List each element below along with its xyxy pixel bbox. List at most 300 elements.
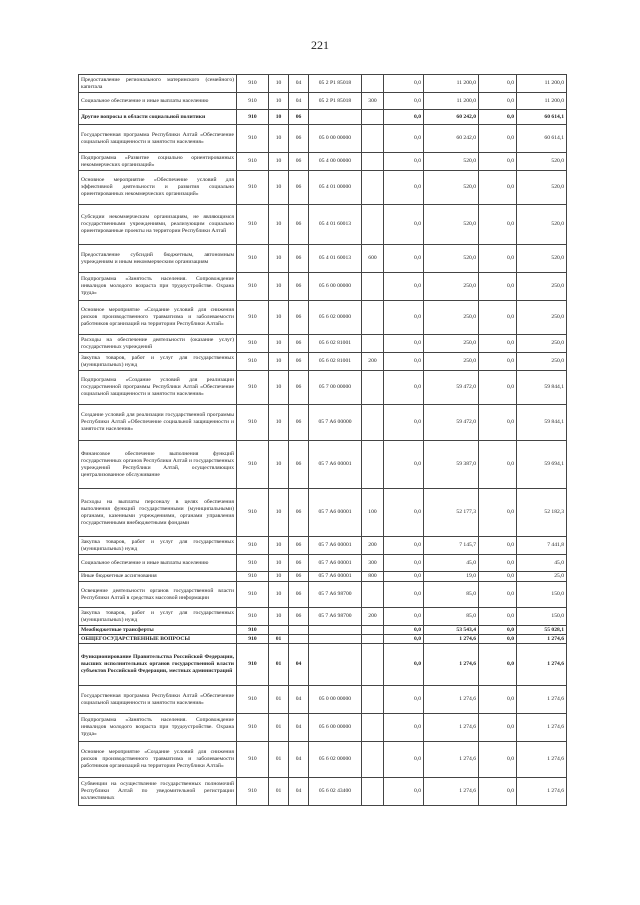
cell-section: 10 xyxy=(269,441,289,489)
cell-amount-2: 250,0 xyxy=(424,273,479,301)
cell-amount-4: 250,0 xyxy=(517,353,567,371)
cell-amount-4: 45,0 xyxy=(517,555,567,572)
cell-amount-3: 0,0 xyxy=(479,205,517,245)
cell-expense-type xyxy=(362,686,384,714)
cell-section: 01 xyxy=(269,635,289,644)
cell-amount-1: 0,0 xyxy=(384,353,424,371)
cell-target-article: 05 0 00 00000 xyxy=(309,686,362,714)
cell-subsection: 04 xyxy=(289,93,309,110)
cell-amount-3: 0,0 xyxy=(479,75,517,93)
cell-amount-1: 0,0 xyxy=(384,608,424,626)
cell-amount-4: 1 274,6 xyxy=(517,686,567,714)
cell-amount-4: 250,0 xyxy=(517,335,567,353)
cell-expense-type: 300 xyxy=(362,555,384,572)
cell-grbs: 910 xyxy=(237,405,269,441)
cell-amount-3: 0,0 xyxy=(479,371,517,405)
cell-amount-2: 520,0 xyxy=(424,245,479,273)
table-row xyxy=(79,626,567,635)
cell-amount-2: 250,0 xyxy=(424,353,479,371)
cell-subsection: 06 xyxy=(289,371,309,405)
cell-target-article: 05 4 01 60013 xyxy=(309,205,362,245)
cell-amount-3: 0,0 xyxy=(479,626,517,635)
cell-name: ОБЩЕГОСУДАРСТВЕННЫЕ ВОПРОСЫ xyxy=(79,635,237,644)
table-row xyxy=(79,537,567,555)
cell-amount-3: 0,0 xyxy=(479,110,517,125)
cell-grbs: 910 xyxy=(237,582,269,608)
cell-amount-4: 11 200,0 xyxy=(517,93,567,110)
cell-subsection: 06 xyxy=(289,582,309,608)
cell-amount-1: 0,0 xyxy=(384,93,424,110)
cell-amount-3: 0,0 xyxy=(479,778,517,806)
cell-grbs: 910 xyxy=(237,608,269,626)
cell-subsection: 06 xyxy=(289,353,309,371)
cell-amount-3: 0,0 xyxy=(479,686,517,714)
cell-amount-2: 520,0 xyxy=(424,171,479,205)
cell-amount-3: 0,0 xyxy=(479,572,517,582)
cell-amount-4: 52 182,3 xyxy=(517,489,567,537)
cell-expense-type xyxy=(362,153,384,171)
cell-expense-type xyxy=(362,301,384,335)
cell-subsection: 06 xyxy=(289,572,309,582)
cell-expense-type: 200 xyxy=(362,353,384,371)
cell-amount-4: 250,0 xyxy=(517,301,567,335)
cell-amount-2: 520,0 xyxy=(424,205,479,245)
table-row xyxy=(79,555,567,572)
cell-amount-1: 0,0 xyxy=(384,572,424,582)
cell-amount-2: 59 472,0 xyxy=(424,371,479,405)
cell-amount-4: 1 274,6 xyxy=(517,644,567,686)
cell-target-article: 05 4 01 60013 xyxy=(309,245,362,273)
cell-grbs: 910 xyxy=(237,635,269,644)
cell-grbs: 910 xyxy=(237,125,269,153)
cell-grbs: 910 xyxy=(237,110,269,125)
cell-target-article: 05 6 02 00000 xyxy=(309,301,362,335)
cell-grbs: 910 xyxy=(237,714,269,742)
cell-amount-2: 59 387,0 xyxy=(424,441,479,489)
cell-target-article: 05 7 A6 00001 xyxy=(309,555,362,572)
cell-target-article: 05 2 P1 85018 xyxy=(309,93,362,110)
cell-section: 10 xyxy=(269,110,289,125)
cell-subsection xyxy=(289,626,309,635)
cell-amount-4: 520,0 xyxy=(517,205,567,245)
table-row xyxy=(79,644,567,686)
cell-amount-2: 1 274,6 xyxy=(424,686,479,714)
cell-amount-4: 59 844,1 xyxy=(517,405,567,441)
cell-amount-3: 0,0 xyxy=(479,353,517,371)
cell-grbs: 910 xyxy=(237,75,269,93)
page-number: 221 xyxy=(311,38,329,52)
table-row xyxy=(79,686,567,714)
cell-amount-2: 52 177,3 xyxy=(424,489,479,537)
cell-amount-1: 0,0 xyxy=(384,582,424,608)
cell-target-article: 05 7 A6 00001 xyxy=(309,489,362,537)
cell-amount-3: 0,0 xyxy=(479,245,517,273)
cell-expense-type: 800 xyxy=(362,572,384,582)
cell-target-article: 05 7 A6 98700 xyxy=(309,582,362,608)
cell-grbs: 910 xyxy=(237,171,269,205)
cell-target-article: 05 6 00 00000 xyxy=(309,714,362,742)
cell-expense-type xyxy=(362,405,384,441)
cell-target-article: 05 7 A6 98700 xyxy=(309,608,362,626)
cell-expense-type xyxy=(362,125,384,153)
cell-subsection: 06 xyxy=(289,537,309,555)
cell-amount-2: 60 242,0 xyxy=(424,125,479,153)
cell-grbs: 910 xyxy=(237,301,269,335)
cell-amount-1: 0,0 xyxy=(384,644,424,686)
table-row xyxy=(79,405,567,441)
cell-grbs: 910 xyxy=(237,686,269,714)
cell-amount-3: 0,0 xyxy=(479,93,517,110)
cell-section: 01 xyxy=(269,644,289,686)
cell-subsection: 04 xyxy=(289,714,309,742)
cell-grbs: 910 xyxy=(237,742,269,778)
cell-amount-2: 11 200,0 xyxy=(424,93,479,110)
cell-section: 10 xyxy=(269,353,289,371)
cell-name: Расходы на обеспечение деятельности (оказание услуг) государственных учреждений xyxy=(79,335,237,353)
cell-amount-1: 0,0 xyxy=(384,171,424,205)
cell-expense-type xyxy=(362,110,384,125)
cell-grbs: 910 xyxy=(237,537,269,555)
budget-table-body xyxy=(79,75,567,806)
table-row xyxy=(79,335,567,353)
cell-amount-2: 19,0 xyxy=(424,572,479,582)
cell-expense-type xyxy=(362,742,384,778)
cell-target-article: 05 7 A6 00001 xyxy=(309,441,362,489)
table-row xyxy=(79,714,567,742)
cell-section: 10 xyxy=(269,537,289,555)
cell-grbs: 910 xyxy=(237,153,269,171)
cell-name: Закупка товаров, работ и услуг для государственных (муниципальных) нужд xyxy=(79,608,237,626)
cell-amount-4: 11 200,0 xyxy=(517,75,567,93)
table-row xyxy=(79,441,567,489)
cell-amount-2: 85,0 xyxy=(424,582,479,608)
cell-name: Субвенции на осуществление государственных полномочий Республики Алтай по уведомительной регистрации коллективных xyxy=(79,778,237,806)
cell-target-article: 05 7 A6 00001 xyxy=(309,537,362,555)
cell-name: Социальное обеспечение и иные выплаты населению xyxy=(79,93,237,110)
cell-expense-type xyxy=(362,335,384,353)
table-row xyxy=(79,371,567,405)
cell-amount-3: 0,0 xyxy=(479,335,517,353)
cell-section: 10 xyxy=(269,153,289,171)
cell-amount-4: 520,0 xyxy=(517,153,567,171)
cell-expense-type xyxy=(362,626,384,635)
cell-grbs: 910 xyxy=(237,572,269,582)
cell-section: 01 xyxy=(269,742,289,778)
cell-name: Предоставление регионального материнского (семейного) капитала xyxy=(79,75,237,93)
cell-amount-1: 0,0 xyxy=(384,537,424,555)
cell-target-article: 05 6 00 00000 xyxy=(309,273,362,301)
cell-expense-type: 600 xyxy=(362,245,384,273)
cell-amount-3: 0,0 xyxy=(479,714,517,742)
budget-table xyxy=(78,74,567,806)
cell-section: 10 xyxy=(269,171,289,205)
cell-name: Другие вопросы в области социальной политики xyxy=(79,110,237,125)
cell-amount-1: 0,0 xyxy=(384,714,424,742)
cell-amount-4: 60 614,1 xyxy=(517,110,567,125)
table-row xyxy=(79,635,567,644)
table-row xyxy=(79,110,567,125)
cell-expense-type xyxy=(362,75,384,93)
cell-amount-1: 0,0 xyxy=(384,555,424,572)
cell-amount-2: 7 145,7 xyxy=(424,537,479,555)
table-row xyxy=(79,489,567,537)
cell-target-article: 05 4 01 00000 xyxy=(309,171,362,205)
cell-amount-2: 11 200,0 xyxy=(424,75,479,93)
cell-grbs: 910 xyxy=(237,555,269,572)
cell-subsection: 06 xyxy=(289,171,309,205)
cell-amount-4: 150,0 xyxy=(517,582,567,608)
cell-grbs: 910 xyxy=(237,205,269,245)
cell-subsection: 04 xyxy=(289,778,309,806)
cell-amount-1: 0,0 xyxy=(384,441,424,489)
cell-name: Социальное обеспечение и иные выплаты населению xyxy=(79,555,237,572)
cell-expense-type: 100 xyxy=(362,489,384,537)
cell-section: 10 xyxy=(269,572,289,582)
cell-amount-3: 0,0 xyxy=(479,171,517,205)
cell-amount-2: 250,0 xyxy=(424,335,479,353)
cell-subsection: 06 xyxy=(289,273,309,301)
cell-subsection: 04 xyxy=(289,686,309,714)
table-row xyxy=(79,153,567,171)
cell-expense-type xyxy=(362,273,384,301)
cell-amount-4: 250,0 xyxy=(517,273,567,301)
cell-expense-type xyxy=(362,171,384,205)
cell-expense-type xyxy=(362,371,384,405)
cell-name: Предоставление субсидий бюджетным, автономным учреждениям и иным некоммерческим организациям xyxy=(79,245,237,273)
cell-amount-2: 1 274,6 xyxy=(424,635,479,644)
cell-target-article xyxy=(309,644,362,686)
cell-amount-3: 0,0 xyxy=(479,301,517,335)
cell-section: 10 xyxy=(269,555,289,572)
cell-amount-2: 53 543,4 xyxy=(424,626,479,635)
cell-amount-4: 1 274,6 xyxy=(517,635,567,644)
cell-amount-4: 520,0 xyxy=(517,245,567,273)
cell-amount-4: 150,0 xyxy=(517,608,567,626)
cell-grbs: 910 xyxy=(237,489,269,537)
cell-name: Межбюджетные трансферты xyxy=(79,626,237,635)
cell-expense-type xyxy=(362,644,384,686)
table-row xyxy=(79,245,567,273)
cell-amount-3: 0,0 xyxy=(479,608,517,626)
cell-name: Закупка товаров, работ и услуг для государственных (муниципальных) нужд xyxy=(79,537,237,555)
cell-grbs: 910 xyxy=(237,371,269,405)
cell-grbs: 910 xyxy=(237,441,269,489)
cell-section: 10 xyxy=(269,582,289,608)
table-row xyxy=(79,353,567,371)
cell-subsection: 06 xyxy=(289,555,309,572)
table-row xyxy=(79,93,567,110)
cell-target-article xyxy=(309,626,362,635)
cell-section: 10 xyxy=(269,301,289,335)
cell-amount-3: 0,0 xyxy=(479,742,517,778)
cell-expense-type xyxy=(362,441,384,489)
cell-amount-2: 520,0 xyxy=(424,153,479,171)
cell-section: 01 xyxy=(269,686,289,714)
cell-amount-1: 0,0 xyxy=(384,205,424,245)
cell-section: 01 xyxy=(269,714,289,742)
cell-amount-1: 0,0 xyxy=(384,125,424,153)
cell-expense-type xyxy=(362,582,384,608)
cell-name: Государственная программа Республики Алтай «Обеспечение социальной защищенности и занятости населения» xyxy=(79,686,237,714)
cell-amount-1: 0,0 xyxy=(384,245,424,273)
cell-section: 10 xyxy=(269,205,289,245)
cell-target-article: 05 6 02 81001 xyxy=(309,353,362,371)
table-row xyxy=(79,572,567,582)
cell-grbs: 910 xyxy=(237,245,269,273)
cell-name: Расходы на выплаты персоналу в целях обеспечения выполнения функций государственными (муниципальными) органами, казенными учреждениями, органами управления государственными внебюджетными фондами xyxy=(79,489,237,537)
cell-amount-3: 0,0 xyxy=(479,441,517,489)
cell-name: Подпрограмма «Занятость населения. Сопровождение инвалидов молодого возраста при трудоустройстве. Охрана труда» xyxy=(79,273,237,301)
table-row xyxy=(79,171,567,205)
table-row xyxy=(79,301,567,335)
cell-amount-4: 59 844,1 xyxy=(517,371,567,405)
cell-section: 10 xyxy=(269,489,289,537)
cell-amount-3: 0,0 xyxy=(479,273,517,301)
cell-name: Иные бюджетные ассигнования xyxy=(79,572,237,582)
cell-subsection: 06 xyxy=(289,110,309,125)
cell-amount-4: 25,0 xyxy=(517,572,567,582)
cell-subsection: 06 xyxy=(289,205,309,245)
cell-subsection: 06 xyxy=(289,405,309,441)
cell-target-article: 05 4 00 00000 xyxy=(309,153,362,171)
cell-expense-type xyxy=(362,714,384,742)
cell-subsection: 04 xyxy=(289,644,309,686)
cell-expense-type: 200 xyxy=(362,537,384,555)
cell-grbs: 910 xyxy=(237,778,269,806)
cell-amount-4: 1 274,6 xyxy=(517,742,567,778)
cell-section xyxy=(269,626,289,635)
cell-section: 10 xyxy=(269,93,289,110)
cell-amount-1: 0,0 xyxy=(384,153,424,171)
cell-grbs: 910 xyxy=(237,335,269,353)
cell-amount-2: 1 274,6 xyxy=(424,742,479,778)
cell-amount-2: 59 472,0 xyxy=(424,405,479,441)
cell-amount-1: 0,0 xyxy=(384,75,424,93)
cell-target-article: 05 7 A6 00000 xyxy=(309,405,362,441)
cell-target-article: 05 6 02 81001 xyxy=(309,335,362,353)
cell-subsection: 06 xyxy=(289,335,309,353)
cell-target-article: 05 7 00 00000 xyxy=(309,371,362,405)
cell-name: Подпрограмма «Занятость населения. Сопровождение инвалидов молодого возраста при трудоустройстве. Охрана труда» xyxy=(79,714,237,742)
cell-amount-4: 520,0 xyxy=(517,171,567,205)
cell-amount-4: 7 441,8 xyxy=(517,537,567,555)
cell-subsection: 06 xyxy=(289,153,309,171)
cell-amount-1: 0,0 xyxy=(384,489,424,537)
cell-amount-2: 1 274,6 xyxy=(424,778,479,806)
cell-expense-type xyxy=(362,635,384,644)
cell-amount-3: 0,0 xyxy=(479,489,517,537)
cell-name: Подпрограмма «Развитие социально ориентированных некоммерческих организаций» xyxy=(79,153,237,171)
cell-amount-3: 0,0 xyxy=(479,125,517,153)
cell-target-article: 05 6 02 43400 xyxy=(309,778,362,806)
cell-amount-1: 0,0 xyxy=(384,686,424,714)
table-row xyxy=(79,75,567,93)
cell-amount-1: 0,0 xyxy=(384,778,424,806)
cell-amount-2: 45,0 xyxy=(424,555,479,572)
cell-target-article: 05 2 P1 85018 xyxy=(309,75,362,93)
cell-amount-3: 0,0 xyxy=(479,405,517,441)
table-row xyxy=(79,742,567,778)
cell-subsection: 06 xyxy=(289,301,309,335)
cell-amount-1: 0,0 xyxy=(384,742,424,778)
cell-name: Основное мероприятие «Создание условий для снижения рисков производственного травматизма и заболеваемости работников организаций на территории Республики Алтай» xyxy=(79,742,237,778)
cell-amount-3: 0,0 xyxy=(479,582,517,608)
cell-name: Создание условий для реализации государственной программы Республики Алтай «Обеспечение социальной защищенности и занятости населения» xyxy=(79,405,237,441)
cell-expense-type xyxy=(362,778,384,806)
cell-grbs: 910 xyxy=(237,273,269,301)
cell-amount-3: 0,0 xyxy=(479,555,517,572)
cell-target-article xyxy=(309,635,362,644)
cell-subsection: 04 xyxy=(289,742,309,778)
cell-amount-1: 0,0 xyxy=(384,635,424,644)
table-row xyxy=(79,125,567,153)
cell-amount-3: 0,0 xyxy=(479,635,517,644)
cell-grbs: 910 xyxy=(237,626,269,635)
cell-amount-4: 1 274,6 xyxy=(517,778,567,806)
cell-section: 10 xyxy=(269,125,289,153)
cell-section: 10 xyxy=(269,335,289,353)
cell-name: Основное мероприятие «Обеспечение условий для эффективной деятельности и развития социально ориентированных некоммерческих организаций» xyxy=(79,171,237,205)
cell-amount-4: 1 274,6 xyxy=(517,714,567,742)
table-row xyxy=(79,273,567,301)
cell-name: Субсидии некоммерческим организациям, не являющимся государственными учреждениями, реализующим социально ориентированные проекты на территории Республики Алтай xyxy=(79,205,237,245)
cell-amount-2: 60 242,0 xyxy=(424,110,479,125)
cell-amount-1: 0,0 xyxy=(384,110,424,125)
cell-amount-4: 60 614,1 xyxy=(517,125,567,153)
cell-name: Закупка товаров, работ и услуг для государственных (муниципальных) нужд xyxy=(79,353,237,371)
cell-expense-type xyxy=(362,205,384,245)
cell-subsection: 06 xyxy=(289,125,309,153)
cell-amount-2: 250,0 xyxy=(424,301,479,335)
cell-name: Основное мероприятие «Создание условий для снижения рисков производственного травматизма и заболеваемости работников организаций на территории Республики Алтай» xyxy=(79,301,237,335)
cell-section: 10 xyxy=(269,608,289,626)
cell-target-article: 05 7 A6 00001 xyxy=(309,572,362,582)
table-row xyxy=(79,608,567,626)
cell-subsection: 06 xyxy=(289,441,309,489)
cell-section: 10 xyxy=(269,371,289,405)
cell-name: Освещение деятельности органов государственной власти Республики Алтай в средствах массовой информации xyxy=(79,582,237,608)
cell-name: Подпрограмма «Создание условий для реализации государственной программы Республики Алтай «Обеспечение социальной защищенности и занятости населения» xyxy=(79,371,237,405)
cell-subsection: 06 xyxy=(289,608,309,626)
cell-name: Функционирование Правительства Российской Федерации, высших исполнительных органов государственной власти субъектов Российской Федерации, местных администраций xyxy=(79,644,237,686)
cell-amount-1: 0,0 xyxy=(384,273,424,301)
cell-amount-1: 0,0 xyxy=(384,335,424,353)
cell-amount-3: 0,0 xyxy=(479,644,517,686)
cell-section: 10 xyxy=(269,405,289,441)
cell-target-article: 05 6 02 00000 xyxy=(309,742,362,778)
cell-target-article xyxy=(309,110,362,125)
cell-section: 10 xyxy=(269,273,289,301)
cell-amount-1: 0,0 xyxy=(384,405,424,441)
table-row xyxy=(79,582,567,608)
cell-subsection: 06 xyxy=(289,245,309,273)
cell-section: 10 xyxy=(269,75,289,93)
cell-amount-4: 55 028,1 xyxy=(517,626,567,635)
cell-amount-1: 0,0 xyxy=(384,371,424,405)
cell-grbs: 910 xyxy=(237,353,269,371)
cell-subsection: 06 xyxy=(289,489,309,537)
cell-name: Финансовое обеспечение выполнения функций государственных органов Республики Алтай и государственных учреждений Республики Алтай, осуществляющих централизованное обслуживание xyxy=(79,441,237,489)
cell-expense-type: 300 xyxy=(362,93,384,110)
cell-amount-4: 59 694,1 xyxy=(517,441,567,489)
cell-expense-type: 200 xyxy=(362,608,384,626)
cell-target-article: 05 0 00 00000 xyxy=(309,125,362,153)
cell-amount-2: 1 274,6 xyxy=(424,714,479,742)
cell-subsection xyxy=(289,635,309,644)
table-row xyxy=(79,778,567,806)
cell-amount-1: 0,0 xyxy=(384,626,424,635)
cell-amount-3: 0,0 xyxy=(479,537,517,555)
